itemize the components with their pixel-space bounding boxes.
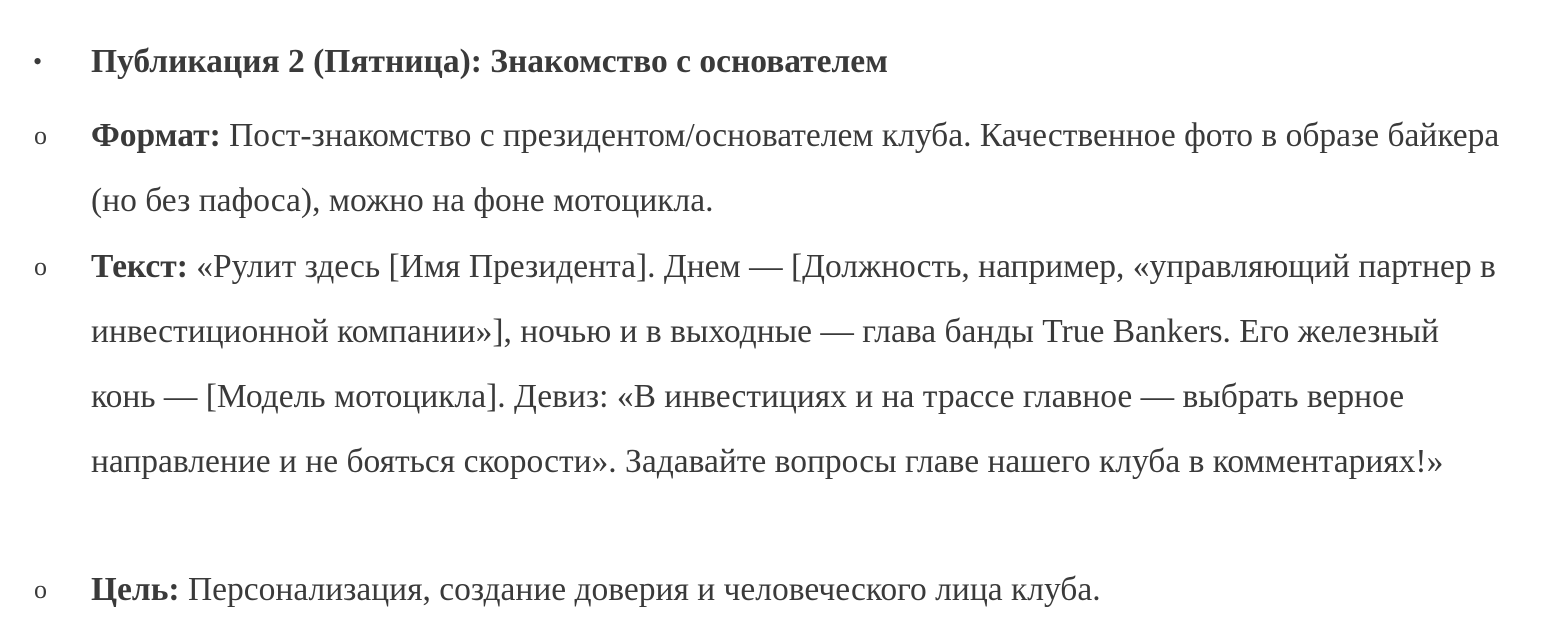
publication-heading: Публикация 2 (Пятница): Знакомство с основателем [91,43,888,80]
format-text: Пост-знакомство с президентом/основателем клуба. Качественное фото в образе байкера (но без пафоса), можно на фоне мотоцикла. [91,117,1500,219]
goal-text: Персонализация, создание доверия и человеческого лица клуба. [179,571,1101,608]
text-paragraph [91,234,1511,494]
format-label: Формат: [91,117,221,154]
circle-bullet-icon: o [34,252,47,281]
goal-paragraph [91,557,1511,622]
text-label: Текст: [91,248,188,285]
format-paragraph [91,103,1511,233]
text-body: «Рулит здесь [Имя Президента]. Днем — [Должность, например, «управляющий партнер в инвестиционной компании»], ночью и в выходные — глава банды True Bankers. Его железный конь — [Модель мотоцикла]. Девиз: «В инвестициях и на трассе главное — выбрать верное направление и не бояться скорости». Задавайте вопросы главе нашего клуба в комментариях!» [91,248,1496,480]
goal-label: Цель: [91,571,180,608]
circle-bullet-icon: o [34,121,47,150]
circle-bullet-icon: o [34,575,47,604]
bullet-icon: • [33,47,43,76]
